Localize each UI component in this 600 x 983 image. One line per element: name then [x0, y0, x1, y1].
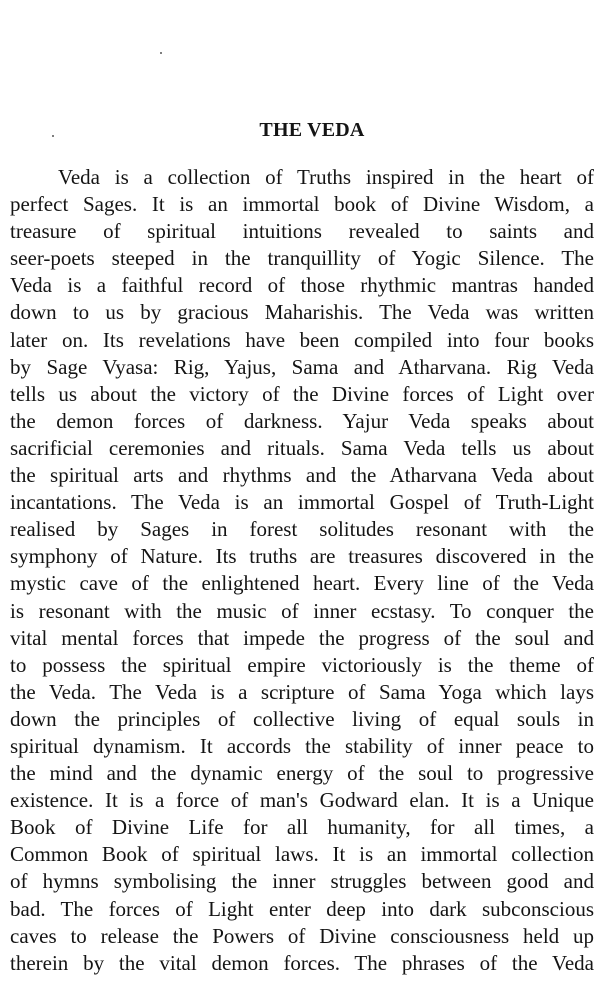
text-line: to possess the spiritual empire victoriously is the theme of	[10, 652, 594, 677]
text-line: down the principles of collective living of equal souls in	[10, 706, 594, 731]
text-line: symphony of Nature. Its truths are treasures discovered in the	[10, 544, 594, 569]
text-line: sacrificial ceremonies and rituals. Sama Veda tells us about	[10, 435, 594, 460]
page-title: THE VEDA	[259, 119, 365, 141]
scan-speck	[160, 52, 162, 54]
text-line: of hymns symbolising the inner struggles between good and	[10, 869, 594, 894]
text-line: spiritual dynamism. It accords the stability of inner peace to	[10, 733, 594, 758]
text-line: bad. The forces of Light enter deep into dark subconscious	[10, 896, 594, 921]
text-line: caves to release the Powers of Divine consciousness held up	[10, 923, 594, 948]
text-line: existence. It is a force of man's Godward elan. It is a Unique	[10, 788, 594, 813]
text-line: Veda is a faithful record of those rhythmic mantras handed	[10, 273, 594, 298]
text-line: the demon forces of darkness. Yajur Veda speaks about	[10, 408, 594, 433]
text-line: mystic cave of the enlightened heart. Every line of the Veda	[10, 571, 594, 596]
text-line: by Sage Vyasa: Rig, Yajus, Sama and Atharvana. Rig Veda	[10, 354, 594, 379]
text-line: realised by Sages in forest solitudes resonant with the	[10, 517, 594, 542]
text-line: down to us by gracious Maharishis. The Veda was written	[10, 300, 594, 325]
text-line: perfect Sages. It is an immortal book of Divine Wisdom, a	[10, 192, 594, 217]
text-line: Common Book of spiritual laws. It is an immortal collection	[10, 842, 594, 867]
text-line: tells us about the victory of the Divine forces of Light over	[10, 381, 594, 406]
body-paragraph	[10, 164, 594, 977]
text-line: incantations. The Veda is an immortal Gospel of Truth-Light	[10, 490, 594, 515]
text-line: seer-poets steeped in the tranquillity of Yogic Silence. The	[10, 246, 594, 271]
text-line: is resonant with the music of inner ecstasy. To conquer the	[10, 598, 594, 623]
text-line: later on. Its revelations have been compiled into four books	[10, 327, 594, 352]
text-line: the mind and the dynamic energy of the soul to progressive	[10, 761, 594, 786]
text-line: vital mental forces that impede the progress of the soul and	[10, 625, 594, 650]
text-line: the Veda. The Veda is a scripture of Sama Yoga which lays	[10, 679, 594, 704]
text-line: Book of Divine Life for all humanity, for all times, a	[10, 815, 594, 840]
text-line: therein by the vital demon forces. The phrases of the Veda	[10, 950, 594, 975]
text-line: treasure of spiritual intuitions revealed to saints and	[10, 219, 594, 244]
text-line: the spiritual arts and rhythms and the Atharvana Veda about	[10, 463, 594, 488]
text-line: Veda is a collection of Truths inspired in the heart of	[58, 165, 594, 189]
